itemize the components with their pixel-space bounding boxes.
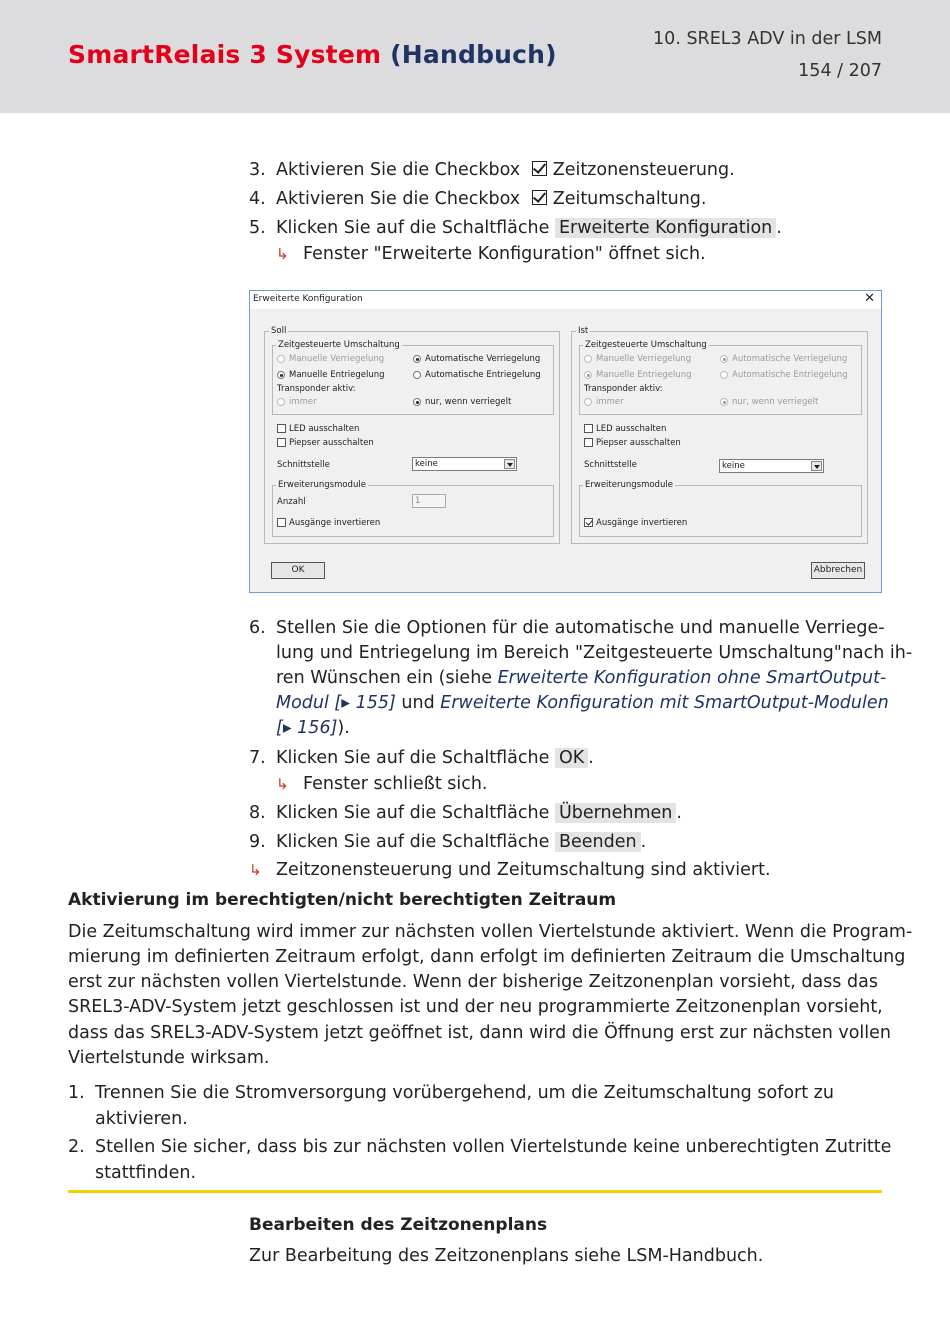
soll-schedule-label: Zeitgesteuerte Umschaltung — [278, 340, 400, 350]
step-number: 4. — [249, 189, 266, 209]
ist-transponder-label: Transponder aktiv: — [584, 384, 663, 394]
step-6-line: lung und Entriegelung im Bereich "Zeitgesteuerte Umschaltung"nach ih- — [276, 643, 913, 663]
beeper-off-label: Piepser ausschalten — [289, 438, 374, 448]
soll-label: Soll — [271, 326, 287, 336]
list-item-line: Trennen Sie die Stromversorgung vorübergehend, um die Zeitumschaltung sofort zu — [95, 1083, 834, 1103]
ist-invert-outputs-checkbox — [584, 518, 593, 527]
radio-manual-unlock[interactable] — [277, 371, 285, 379]
cancel-button[interactable]: Abbrechen — [811, 562, 865, 579]
step-6-line: Stellen Sie die Optionen für die automatische und manuelle Verriege- — [276, 618, 885, 638]
beeper-off-checkbox[interactable] — [277, 438, 286, 447]
soll-modules-label: Erweiterungsmodule — [278, 480, 366, 490]
crossref-link[interactable]: Erweiterte Konfiguration mit SmartOutput-Modulen — [440, 693, 889, 713]
step-text: Klicken Sie auf die Schaltfläche — [276, 748, 550, 768]
step-7 — [276, 746, 594, 770]
close-icon[interactable]: ✕ — [864, 291, 875, 306]
step-5 — [276, 216, 782, 240]
step-number: 8. — [249, 803, 266, 823]
ist-manual-lock-label: Manuelle Verriegelung — [596, 354, 692, 364]
result-text: Fenster schließt sich. — [303, 774, 488, 794]
paragraph-line: Die Zeitumschaltung wird immer zur nächsten vollen Viertelstunde aktiviert. Wenn die Program- — [68, 922, 913, 942]
paragraph-line: erst zur nächsten vollen Viertelstunde. Wenn der bisherige Zeitzonenplan vorsieht, dass das — [68, 972, 878, 992]
manual-lock-label: Manuelle Verriegelung — [289, 354, 385, 364]
ist-beeper-off-label: Piepser ausschalten — [596, 438, 681, 448]
list-number: 1. — [68, 1083, 85, 1103]
step-punct: . — [776, 218, 782, 238]
brand-suffix: (Handbuch) — [390, 40, 557, 69]
ist-label: Ist — [578, 326, 589, 336]
step-punct: . — [588, 748, 594, 768]
result-text: Fenster "Erweiterte Konfiguration" öffnet sich. — [303, 244, 706, 264]
checkbox-label: Zeitzonensteuerung. — [552, 160, 735, 180]
led-off-checkbox[interactable] — [277, 424, 286, 433]
note-heading: Bearbeiten des Zeitzonenplans — [249, 1215, 548, 1235]
list-item-line: stattfinden. — [95, 1163, 197, 1183]
step-text: Klicken Sie auf die Schaltfläche — [276, 832, 550, 852]
led-off-label: LED ausschalten — [289, 424, 360, 434]
always-label: immer — [289, 397, 317, 407]
checkbox-checked-icon — [532, 190, 547, 205]
ist-beeper-off-checkbox — [584, 438, 593, 447]
ist-led-off-label: LED ausschalten — [596, 424, 667, 434]
step-6-line — [276, 666, 886, 690]
paragraph-line: dass das SREL3-ADV-System jetzt geöffnet ist, dann wird die Öffnung erst zur nächsten vollen — [68, 1023, 891, 1043]
transponder-label: Transponder aktiv: — [277, 384, 356, 394]
result-text: Zeitzonensteuerung und Zeitumschaltung sind aktiviert. — [276, 860, 771, 880]
radio-ist-manual-unlock — [584, 371, 592, 379]
radio-ist-auto-unlock — [720, 371, 728, 379]
list-item-line: aktivieren. — [95, 1109, 188, 1129]
count-value: 1 — [415, 496, 421, 506]
button-reference: Übernehmen — [555, 803, 676, 823]
radio-only-locked[interactable] — [413, 398, 421, 406]
checkbox-label: Zeitumschaltung. — [552, 189, 707, 209]
radio-manual-lock[interactable] — [277, 355, 285, 363]
brand-name: SmartRelais 3 System — [68, 40, 382, 69]
ist-invert-outputs-label: Ausgänge invertieren — [596, 518, 688, 528]
ist-interface-value: keine — [722, 461, 745, 471]
radio-always[interactable] — [277, 398, 285, 406]
crossref-link[interactable]: Erweiterte Konfiguration ohne SmartOutput- — [497, 668, 887, 688]
ist-modules-group — [579, 485, 862, 537]
ist-modules-label: Erweiterungsmodule — [585, 480, 673, 490]
ist-auto-lock-label: Automatische Verriegelung — [732, 354, 848, 364]
step-number: 6. — [249, 618, 266, 638]
button-reference: OK — [555, 748, 588, 768]
interface-select[interactable] — [412, 457, 517, 471]
paragraph-line: SREL3-ADV-System jetzt geschlossen ist und der neu programmierte Zeitzonenplan vorsieht, — [68, 997, 883, 1017]
ist-always-label: immer — [596, 397, 624, 407]
ok-button[interactable]: OK — [271, 562, 325, 579]
button-reference: Beenden — [555, 832, 641, 852]
crossref-link[interactable]: Modul [▸ 155] — [276, 693, 396, 713]
page-number: 154 / 207 — [798, 61, 882, 81]
chapter-title: 10. SREL3 ADV in der LSM — [653, 29, 882, 49]
note-text: Zur Bearbeitung des Zeitzonenplans siehe LSM-Handbuch. — [249, 1246, 764, 1266]
radio-auto-lock[interactable] — [413, 355, 421, 363]
count-label: Anzahl — [277, 497, 306, 507]
step-4 — [276, 187, 706, 211]
list-number: 2. — [68, 1137, 85, 1157]
ist-auto-unlock-label: Automatische Entriegelung — [732, 370, 848, 380]
step-text: Klicken Sie auf die Schaltfläche — [276, 218, 550, 238]
only-locked-label: nur, wenn verriegelt — [425, 397, 512, 407]
step-text: ). — [337, 718, 350, 738]
step-number: 7. — [249, 748, 266, 768]
section-heading: Aktivierung im berechtigten/nicht berechtigten Zeitraum — [68, 890, 617, 910]
auto-lock-label: Automatische Verriegelung — [425, 354, 541, 364]
result-arrow-icon: ↳ — [276, 775, 289, 793]
ist-schedule-label: Zeitgesteuerte Umschaltung — [585, 340, 707, 350]
interface-value: keine — [415, 459, 438, 469]
page-header — [0, 0, 950, 113]
manual-unlock-label: Manuelle Entriegelung — [289, 370, 385, 380]
chevron-down-icon — [811, 461, 822, 471]
step-8 — [276, 801, 682, 825]
step-number: 5. — [249, 218, 266, 238]
ist-interface-label: Schnittstelle — [584, 460, 637, 470]
ist-manual-unlock-label: Manuelle Entriegelung — [596, 370, 692, 380]
chevron-down-icon[interactable] — [504, 459, 515, 469]
step-text: und — [395, 693, 441, 713]
interface-label: Schnittstelle — [277, 460, 330, 470]
step-6-line — [276, 691, 889, 715]
dialog-titlebar — [250, 291, 881, 309]
dialog-title: Erweiterte Konfiguration — [253, 294, 363, 304]
invert-outputs-checkbox[interactable] — [277, 518, 286, 527]
step-number: 3. — [249, 160, 266, 180]
radio-ist-only-locked — [720, 398, 728, 406]
radio-ist-manual-lock — [584, 355, 592, 363]
result-arrow-icon: ↳ — [249, 861, 262, 879]
step-text: Aktivieren Sie die Checkbox — [276, 189, 521, 209]
count-field[interactable] — [412, 494, 446, 508]
divider — [68, 1190, 882, 1193]
crossref-link[interactable]: [▸ 156] — [276, 718, 338, 738]
paragraph-line: mierung im definierten Zeitraum erfolgt, dann erfolgt im definierten Zeitraum die Umschaltung — [68, 947, 906, 967]
step-number: 9. — [249, 832, 266, 852]
brand-title — [68, 40, 557, 69]
step-9 — [276, 830, 646, 854]
step-punct: . — [676, 803, 682, 823]
checkbox-checked-icon — [532, 161, 547, 176]
list-item-line: Stellen Sie sicher, dass bis zur nächsten vollen Viertelstunde keine unberechtigten Zutritte — [95, 1137, 892, 1157]
radio-ist-always — [584, 398, 592, 406]
ist-only-locked-label: nur, wenn verriegelt — [732, 397, 819, 407]
step-text: Aktivieren Sie die Checkbox — [276, 160, 521, 180]
auto-unlock-label: Automatische Entriegelung — [425, 370, 541, 380]
ist-interface-select — [719, 459, 824, 473]
step-text: ren Wünschen ein (siehe — [276, 668, 498, 688]
invert-outputs-label: Ausgänge invertieren — [289, 518, 381, 528]
radio-auto-unlock[interactable] — [413, 371, 421, 379]
soll-modules-group — [272, 485, 554, 537]
step-3 — [276, 158, 735, 182]
radio-ist-auto-lock — [720, 355, 728, 363]
result-arrow-icon: ↳ — [276, 245, 289, 263]
ist-led-off-checkbox — [584, 424, 593, 433]
advanced-config-dialog — [249, 290, 882, 593]
step-text: Klicken Sie auf die Schaltfläche — [276, 803, 550, 823]
step-punct: . — [640, 832, 647, 852]
paragraph-line: Viertelstunde wirksam. — [68, 1048, 270, 1068]
button-reference: Erweiterte Konfiguration — [555, 218, 776, 238]
step-6-line — [276, 716, 350, 740]
